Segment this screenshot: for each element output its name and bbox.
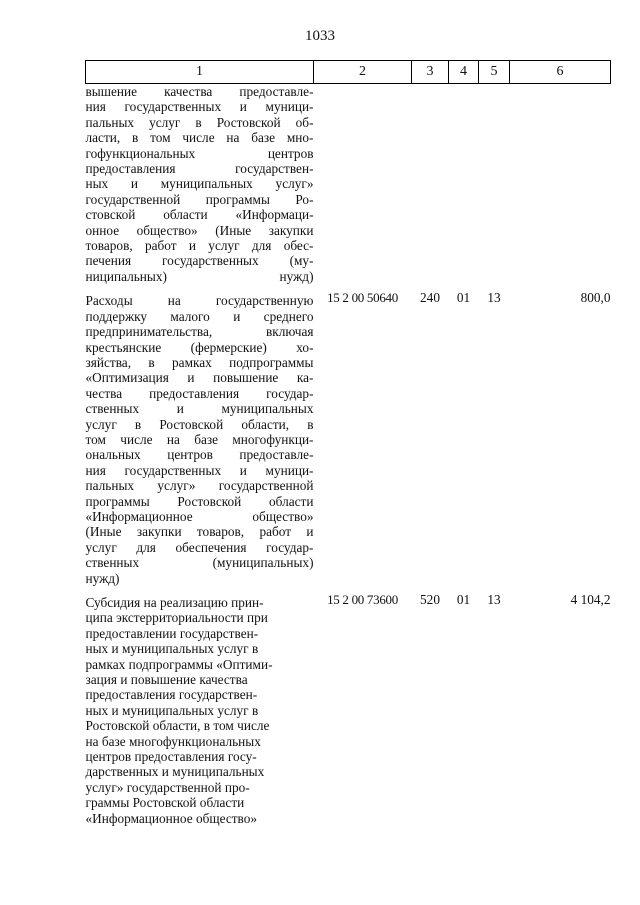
column-header-5: 5 <box>479 61 510 84</box>
table-row <box>86 84 611 285</box>
row-description: вышение качества предоставле- ния государственных и муници- пальных услуг в Ростовской об- ласти, в том числе на базе мно- гофункциональных центров предоставления государствен- ных и муниципальных услуг» государственной программы Ро- стовской области «Информаци- онное общество» (Иные закупки товаров, работ и услуг для обес- печения государственных (му- ниципальных) нужд) <box>85 84 314 284</box>
row-col3: 240 <box>420 290 440 306</box>
row-col5 <box>479 84 510 285</box>
row-col5: 13 <box>487 592 501 607</box>
row-code: 15 2 00 73600 <box>327 592 398 607</box>
row-amount: 800,0 <box>580 290 611 306</box>
row-amount <box>510 84 611 285</box>
row-col4: 01 <box>456 290 471 306</box>
column-header-6: 6 <box>510 61 611 84</box>
budget-table <box>85 60 611 826</box>
row-col4 <box>449 84 479 285</box>
column-header-4: 4 <box>449 61 479 84</box>
column-header-1: 1 <box>86 61 314 84</box>
row-col3: 520 <box>420 592 440 607</box>
row-col4: 01 <box>456 592 471 607</box>
table-row <box>86 586 611 826</box>
row-col5: 13 <box>487 290 501 306</box>
row-col3 <box>412 84 449 285</box>
table-row <box>86 284 611 586</box>
row-amount: 4 104,2 <box>570 592 611 607</box>
row-code <box>314 84 412 285</box>
column-header-2: 2 <box>314 61 412 84</box>
column-header-3: 3 <box>412 61 449 84</box>
row-code: 15 2 00 50640 <box>327 290 398 306</box>
row-description: Субсидия на реализацию прин- ципа экстерриториальности при предоставлении государствен- ных и муниципальных услуг в рамках подпрограммы «Оптими- зация и повышение качества предоставления государствен- ных и муниципальных услуг в Ростовской области, в том числе на базе многофункциональных центров предоставления госу- дарственных и муниципальных услуг» государственной про- граммы Ростовской области «Информационное общество» <box>85 595 273 826</box>
row-description: Расходы на государственную поддержку малого и среднего предпринимательства, включая крестьянские (фермерские) хо- зяйства, в рамках подпрограммы «Оптимизация и повышение ка- чества предоставления государ- ственных и муниципальных услуг в Ростовской области, в том числе на базе многофункци- ональных центров предоставле- ния государственных и муници- пальных услуг» государственной программы Ростовской области «Информационное общество» (Иные закупки товаров, работ и услуг для обеспечения государ- ственных (муниципальных) нужд) <box>85 293 314 586</box>
table-header-row <box>86 61 611 84</box>
page-number: 1033 <box>305 28 335 44</box>
